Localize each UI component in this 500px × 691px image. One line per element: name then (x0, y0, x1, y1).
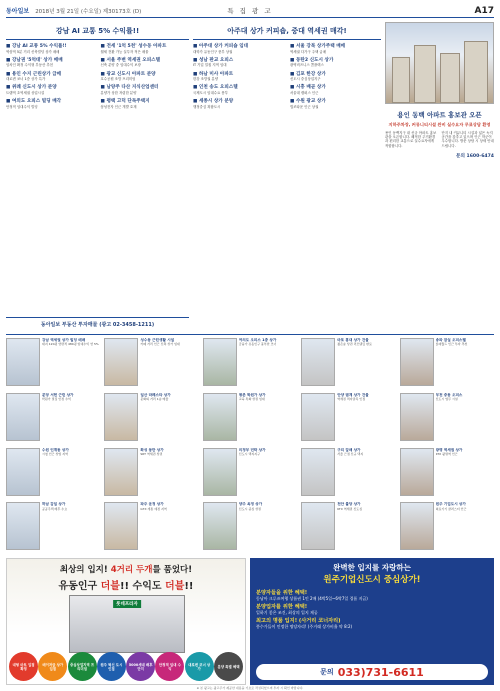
feature-circle: 메이저급 상가 입점 (38, 652, 67, 681)
listing-title: 천안 불당 상가 (337, 502, 361, 507)
listing-text: GTX 개통 예정 지역 (140, 506, 167, 511)
listing-photo (203, 393, 237, 441)
top-middle-headline: 아주대 상가 커피숍, 중대 역세권 매각! (193, 22, 381, 40)
listing-body (337, 393, 395, 445)
top-left-item-title: ■ 서울 주변 역세권 오피스텔 (100, 57, 161, 63)
top-middle-item-title: ■ 수원 광교 상가 (290, 99, 326, 105)
listing-body (140, 502, 198, 554)
top-left-item-title: ■ 전세 '1억 5천' 성수동 아파트 (100, 44, 167, 49)
newspaper-name: 동아일보 (6, 8, 30, 15)
listing-photo (301, 338, 335, 386)
listing-text: 공공주택 배후 수요 (42, 506, 68, 511)
listing-text: SRT 역세권 상권 (140, 451, 163, 456)
listing-photo (301, 393, 335, 441)
top-middle-item-text: 국제도시 임대수요 풍부 (193, 90, 228, 95)
page-number: A17 (474, 5, 494, 16)
top-middle-item (290, 72, 381, 82)
top-left-footer: 동아일보 부동산 투자매물 (광고 02-3458-1211) (6, 317, 189, 330)
top-middle-item-text: 대학가 유동인구 풍부 상권 (193, 49, 233, 54)
ad-option (256, 603, 488, 615)
top-middle-item-title: ■ 세종시 상가 분양 (193, 99, 234, 105)
top-middle-item-text: 역세권 다가구 주택 급매 (290, 49, 326, 54)
top-middle-item-text: 서울대 캠퍼스 인근 (290, 90, 319, 95)
listing-body (42, 338, 100, 390)
top-left-item-text: 대로변 코너 1층 상가 특가 (6, 77, 46, 82)
listing-card[interactable] (400, 338, 494, 390)
phone-label: 문의 (320, 668, 334, 676)
listing-text: 신도시 택지지구 (238, 451, 261, 456)
listing-card[interactable] (203, 393, 297, 445)
top-left-item-title: ■ 평택 고덕 단독주택지 (100, 99, 150, 105)
listing-body (42, 448, 100, 500)
top-left-item-title: ■ 강남 AI 교통 5% 수익률!! (6, 44, 67, 49)
top-right-contact: 문의 1600-6474 (456, 153, 494, 159)
feature-circle: 분양 특별 혜택 (214, 652, 243, 681)
listing-body (436, 338, 494, 390)
feature-circle: 대로변 코너 상가 (185, 652, 214, 681)
top-middle-item-text: 법조타운 인근 상권 (290, 104, 319, 109)
listing-photo (6, 502, 40, 550)
listing-title: 화성 동탄 상가 (140, 447, 164, 452)
listing-text: 카페 거리 인근 신축 상가 임대 (140, 342, 180, 347)
phone-number: 033)731-6611 (337, 665, 424, 679)
listing-title: 분당 서현 근린 상가 (42, 392, 74, 397)
listing-card[interactable] (104, 338, 198, 390)
listing-text: 교육 특화 상권 임대 (238, 397, 265, 402)
listing-card[interactable] (6, 502, 100, 554)
ad-option-desc: 풍수가들이 인정한 명당자리! (주거래 상가비율 약 8:2) (256, 624, 353, 629)
listing-text: KTX 역세권 신도심 (337, 506, 363, 511)
listing-text: 신도시 업무 시설 (435, 397, 458, 402)
top-left-item-text: 안정적 임대수익 빌딩 (6, 104, 38, 109)
top-right-subtitle: 지하주차장, 커뮤니티시설 완비 실수요자 무료상담 환영 (388, 122, 491, 127)
listing-card[interactable] (400, 393, 494, 445)
listing-card[interactable] (203, 502, 297, 554)
listing-text: 시청 인근 상업 지역 (42, 451, 69, 456)
listing-text: 학원가 밀집 안정 수익 (42, 397, 71, 402)
listing-card[interactable] (6, 448, 100, 500)
feature-circle: 중심상업지역 프리미엄 (68, 652, 97, 681)
top-middle-item-title: ■ 서울 강북 상가주택 매매 (290, 44, 346, 49)
top-left-item-text: 분양가 상한 저렴한 분양 (100, 90, 137, 95)
top-left-item-text: 호수공원 조망 프리미엄 (100, 77, 136, 82)
listing-photo (203, 502, 237, 550)
listing-body (239, 338, 297, 390)
top-middle-item-title: ■ 시흥 배곧 상가 (290, 85, 326, 91)
top-left-item (101, 85, 190, 95)
issue-date: 2018년 3월 21일 (수요일) 제30173호 (D) (35, 8, 142, 15)
listing-title: 송파 잠실 오피스텔 (435, 338, 466, 342)
listing-photo (400, 393, 434, 441)
listing-card[interactable] (104, 502, 198, 554)
top-left-item (6, 44, 95, 54)
listing-photo (400, 448, 434, 496)
ad-right-line2: 원주기업신도시 중심상가! (323, 575, 421, 585)
listing-body (337, 338, 395, 390)
listing-body (140, 448, 198, 500)
top-middle-item (193, 72, 284, 82)
listing-text: 대지 120평 연면적 480평 임대수익 연 5% (42, 342, 99, 347)
listing-body (239, 393, 297, 445)
listing-photo (6, 393, 40, 441)
listing-body (239, 502, 297, 554)
top-middle-item (193, 85, 284, 95)
listing-text: 서울 근접 신규 택지 (337, 451, 364, 456)
top-left-item-text: 신축 분양 중 임대수익 보장 (100, 63, 141, 68)
top-middle-item (193, 58, 284, 68)
listing-body (42, 393, 100, 445)
top-left-item (6, 99, 95, 109)
listing-title: 광명 역세권 상가 (435, 447, 463, 452)
top-left-item-title: ■ 용인 수지 근린상가 급매 (6, 71, 62, 77)
top-left-item (101, 72, 190, 82)
listing-title: 성수동 근린생활 시설 (140, 338, 175, 342)
listing-photo (301, 502, 335, 550)
listing-body (436, 448, 494, 500)
top-right-paragraph: 용인 동백지구 내 신규 아파트 홍보관을 오픈합니다. 쾌적한 주거환경과 편리한 교통으로 실수요자에게 적합합니다. (385, 131, 437, 148)
listing-card[interactable] (301, 502, 395, 554)
top-left-item (101, 44, 190, 54)
listing-photo (104, 502, 138, 550)
top-middle-item-title: ■ 김포 한강 상가 (290, 71, 326, 77)
top-middle-item-text: IT 기업 밀집 지역 임대 (193, 63, 227, 68)
brand-sign: 롯데프라자 (113, 600, 141, 608)
top-middle-item-title: ■ 인천 송도 오피스텔 (193, 85, 238, 91)
listing-photo (301, 448, 335, 496)
top-left-item-title: ■ 여의도 오피스 빌딩 매각 (6, 99, 62, 105)
top-right-title: 용인 동백 아파트 홍보관 오픈 (397, 111, 482, 119)
ad-option-label: 분양자들을 위한 혜택! (256, 590, 308, 596)
listing-photo (104, 448, 138, 496)
ad-option-label: 최고의 명품 입지! (사거리 코너자리) (256, 618, 341, 624)
top-left-item (101, 99, 190, 109)
top-left-item-title: ■ 강남권 '5억대' 상가 매매 (6, 57, 63, 63)
ad-left-line2: 유동인구 더블!! 수익도 더블!! (58, 581, 194, 592)
listing-photo (6, 338, 40, 386)
listing-title: 평촌 학원가 상가 (238, 392, 266, 397)
top-middle-item-text: 한강 조망권 분양 (193, 77, 219, 82)
listing-text: 금융가 유동인구 풍부한 코너 (238, 342, 277, 347)
listing-text: 젊은층 상권 리모델링 완료 (337, 342, 372, 347)
listing-photo (400, 338, 434, 386)
listing-card[interactable] (400, 448, 494, 500)
listings-grid (6, 334, 494, 554)
top-middle-item-title: ■ 성남 판교 오피스 (193, 57, 234, 63)
ad-option (256, 617, 488, 629)
ad-options (256, 589, 488, 629)
top-middle-item (193, 99, 284, 109)
top-right-columns (385, 131, 494, 148)
top-left-item-text: 트램역 초역세권 상업시설 (6, 90, 45, 95)
section-title: 특 집 광 고 (227, 7, 273, 15)
listing-title: 양주 옥정 상가 (238, 502, 263, 507)
listing-card[interactable] (104, 393, 198, 445)
top-left-grid (6, 40, 189, 109)
listing-title: 하남 감일 상가 (42, 502, 66, 507)
listing-photo (203, 448, 237, 496)
listing-title: 강남 역세권 상가 빌딩 매매 (42, 338, 86, 342)
listing-card[interactable] (104, 448, 198, 500)
listing-photo (104, 338, 138, 386)
listing-body (42, 502, 100, 554)
top-middle-item (290, 58, 381, 68)
listing-card[interactable] (203, 448, 297, 500)
top-left-item (6, 58, 95, 68)
listing-photo (203, 338, 237, 386)
top-left-item (6, 85, 95, 95)
listing-title: 구리 갈매 상가 (337, 447, 361, 452)
listing-title: 일산 라페스타 상가 (140, 392, 171, 397)
listing-card[interactable] (6, 338, 100, 390)
listing-text: 신도시 중심 상권 (238, 506, 261, 511)
listing-body (140, 338, 198, 390)
listing-title: 수원 인계동 상가 (42, 447, 69, 452)
listing-text: 역세권 먹자골목 인접 (337, 397, 366, 402)
listing-title: 안양 범계 상가 건물 (337, 392, 369, 397)
top-middle-item (193, 44, 284, 54)
top-left-item (101, 58, 190, 68)
top-middle-section (193, 22, 381, 330)
listing-card[interactable] (301, 448, 395, 500)
listing-body (337, 502, 395, 554)
top-middle-item-text: 광역비즈니스 콤플렉스 (290, 63, 324, 68)
feature-circles (9, 652, 243, 682)
listing-body (436, 502, 494, 554)
top-left-item-text: 임차인 확정 수익형 부동산 추천 (6, 63, 53, 68)
phone-banner[interactable] (256, 664, 488, 680)
masthead (6, 4, 494, 18)
feature-circle: 원주 혁신 도시 인접 (97, 652, 126, 681)
listing-title: 마포 홍대 상가 건물 (337, 338, 369, 342)
top-middle-item (290, 44, 381, 54)
listing-card[interactable] (6, 393, 100, 445)
top-left-item-text: 역삼역 5분 거리 신축빌딩 상가 매매 (6, 49, 60, 54)
lotte-plaza-ad (6, 558, 246, 685)
top-middle-item (290, 85, 381, 95)
footer-note: ※ 본 광고는 광고주가 제공한 내용을 기초로 작성되었으며 투자 시 확인 바랍니다. (196, 686, 304, 690)
top-middle-item-title: ■ 하남 미사 아파트 (193, 71, 234, 77)
listing-card[interactable] (400, 502, 494, 554)
listing-title: 원주 기업도시 상가 (435, 502, 466, 507)
ad-left-line1: 최상의 입지! 4거리 두개를 품었다! (59, 565, 193, 575)
top-middle-item-text: 신도시 중심상업지구 (290, 77, 321, 82)
listing-text: 의료기기 클러스터 인근 (435, 506, 467, 511)
listing-title: 의정부 민락 상가 (238, 447, 266, 452)
listing-title: 파주 운정 상가 (140, 502, 164, 507)
ad-option-desc: 일하기 좋은 조건, 최상의 입지 제공 (256, 610, 318, 615)
listing-text: 문화의 거리 1층 매물 (140, 397, 169, 402)
listing-body (140, 393, 198, 445)
top-left-headline: 강남 AI 교통 5% 수익률!! (6, 22, 189, 40)
top-left-item-title: ■ 광교 신도시 아파트 분양 (100, 71, 156, 77)
listing-card[interactable] (203, 338, 297, 390)
ad-option (256, 589, 488, 601)
listing-photo (400, 502, 434, 550)
wonju-commercial-ad (250, 558, 494, 685)
top-right-section (385, 22, 494, 330)
feature-circle: 대형 마트 입점 확정 (9, 652, 38, 681)
top-middle-item-text: 행정중심 복합도시 (193, 104, 221, 109)
feature-circle: 5000세대 배후단지 (126, 652, 155, 681)
listing-photo (104, 393, 138, 441)
ad-option-label: 분양업자를 위한 혜택! (256, 604, 308, 610)
top-left-section (6, 22, 189, 330)
listing-card[interactable] (301, 393, 395, 445)
listing-text: 롯데월드 인근 투자 추천 (435, 342, 468, 347)
listing-text: KTX 광명역 인근 (435, 451, 458, 456)
listing-photo (6, 448, 40, 496)
top-left-item-text: 삼성전자 인근 개발 호재 (100, 104, 137, 109)
listing-card[interactable] (301, 338, 395, 390)
top-right-paragraph: 단지 내 커뮤니티 시설과 넓은 녹지 공간을 갖추고 있으며 인근 학군이 우수합니다. 방문 상담 시 상세 안내 드립니다. (441, 131, 494, 148)
top-middle-grid (193, 40, 381, 109)
feature-circle: 안정적 임대 수익 (155, 652, 184, 681)
building-rendering (69, 595, 185, 653)
listing-body (436, 393, 494, 445)
top-middle-item-title: ■ 아주대 상가 커피숍 임대 (193, 44, 249, 49)
listing-title: 여의도 오피스 1층 상가 (238, 338, 277, 342)
top-left-item (6, 72, 95, 82)
listing-title: 부천 중동 오피스 (435, 392, 463, 397)
top-left-item-text: 월세 전환 가능 실투자 적은 매물 (100, 49, 149, 54)
top-middle-item-title: ■ 동탄2 신도시 상가 (290, 57, 334, 63)
apartment-photo (385, 22, 494, 104)
listing-body (337, 448, 395, 500)
ad-right-line1: 완벽한 입지를 자랑하는 (333, 563, 411, 572)
ad-option-desc: 동남아 크루즈여행 상품권 1인 2매 (4박5일~6박7일 경품 지급) (256, 596, 368, 601)
top-left-item-title: ■ 위례 신도시 상가 분양 (6, 85, 57, 91)
listing-body (239, 448, 297, 500)
top-left-item-title: ■ 남양주 다산 지식산업센터 (100, 85, 159, 91)
top-middle-item (290, 99, 381, 109)
